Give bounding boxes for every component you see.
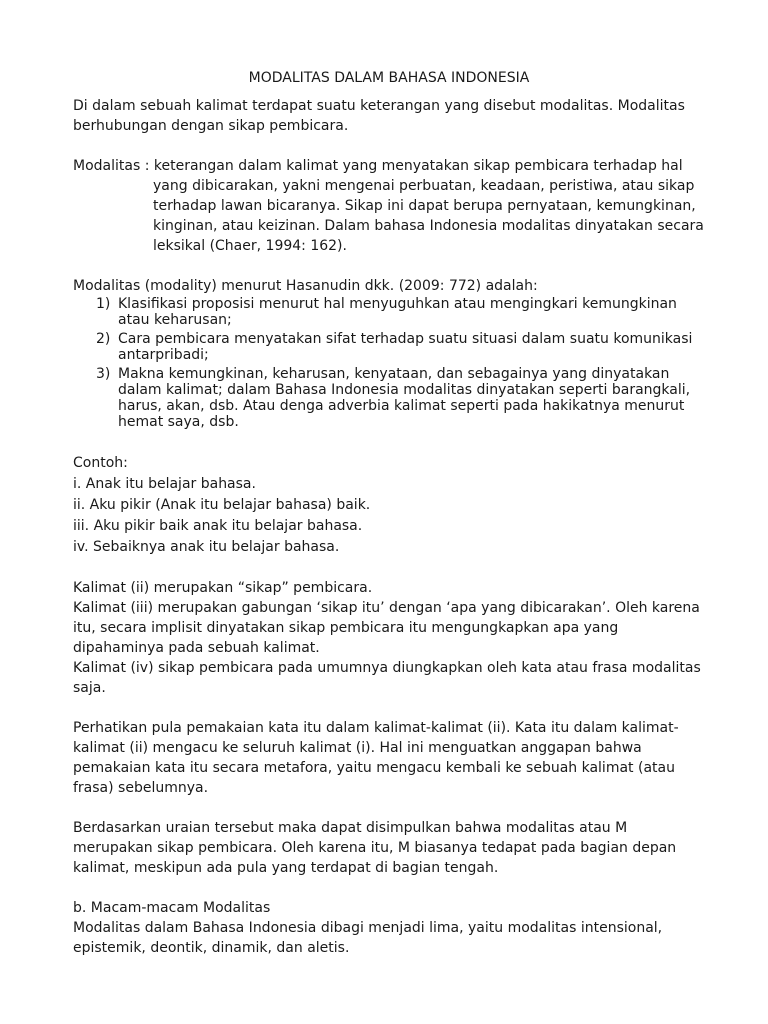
list-item <box>73 366 705 430</box>
example-sentence: iii. Aku pikir baik anak itu belajar bahasa. <box>73 518 363 534</box>
list-item-number: 2) <box>96 331 111 347</box>
analysis-paragraph: Kalimat (iv) sikap pembicara pada umumnya diungkapkan oleh kata atau frasa modalitas saja. <box>73 660 701 696</box>
list-item <box>73 296 705 328</box>
list-item-number: 3) <box>96 366 111 382</box>
analysis-paragraph: Kalimat (iii) merupakan gabungan ‘sikap itu’ dengan ‘apa yang dibicarakan’. Oleh karena itu, secara implisit dinyatakan sikap pembicara itu mengungkapkan apa yang dipahaminya pada sebuah kalimat. <box>73 600 700 656</box>
spacer <box>73 698 705 718</box>
list-item-text: Makna kemungkinan, keharusan, kenyataan, dan sebagainya yang dinyatakan dalam kalimat; dalam Bahasa Indonesia modalitas dinyatakan seperti barangkali, harus, akan, dsb. Atau denga adverbia kalimat seperti pada hakikatnya menurut hemat saya, dsb. <box>118 366 691 430</box>
analysis-block <box>73 578 705 698</box>
spacer <box>73 256 705 276</box>
definition-first-line <box>73 156 705 176</box>
document-page <box>73 68 705 958</box>
definition-term: Modalitas : <box>73 158 154 174</box>
spacer <box>73 878 705 898</box>
examples-block <box>73 453 705 558</box>
section-b-heading: b. Macam-macam Modalitas <box>73 900 271 916</box>
spacer <box>73 558 705 578</box>
examples-heading: Contoh: <box>73 455 128 471</box>
example-sentence: iv. Sebaiknya anak itu belajar bahasa. <box>73 539 340 555</box>
spacer <box>73 433 705 453</box>
definition-first-text: keterangan dalam kalimat yang menyatakan sikap pembicara terhadap hal <box>153 158 683 174</box>
intro-paragraph: Di dalam sebuah kalimat terdapat suatu keterangan yang disebut modalitas. Modalitas berhubungan dengan sikap pembicara. <box>73 98 685 134</box>
definition-continuation: yang dibicarakan, yakni mengenai perbuatan, keadaan, peristiwa, atau sikap terhadap lawan bicaranya. Sikap ini dapat berupa pernyataan, kemungkinan, kinginan, atau keizinan. Dalam bahasa Indonesia modalitas dinyatakan secara leksikal (Chaer, 1994: 162). <box>153 178 704 254</box>
section-b-paragraph: Modalitas dalam Bahasa Indonesia dibagi menjadi lima, yaitu modalitas intensional, epistemik, deontik, dinamik, dan aletis. <box>73 920 663 956</box>
conclusion-paragraph: Berdasarkan uraian tersebut maka dapat disimpulkan bahwa modalitas atau M merupakan sikap pembicara. Oleh karena itu, M biasanya tedapat pada bagian depan kalimat, meskipun ada pula yang terdapat di bagian tengah. <box>73 820 677 876</box>
list-item-number: 1) <box>96 296 111 312</box>
document-title: MODALITAS DALAM BAHASA INDONESIA <box>248 70 530 86</box>
list-intro: Modalitas (modality) menurut Hasanudin dkk. (2009: 772) adalah: <box>73 278 538 294</box>
example-sentence: i. Anak itu belajar bahasa. <box>73 476 256 492</box>
spacer <box>73 798 705 818</box>
spacer <box>73 136 705 156</box>
list-item-text: Cara pembicara menyatakan sifat terhadap suatu situasi dalam suatu komunikasi antarpribadi; <box>118 331 693 363</box>
definition-block <box>73 156 705 256</box>
itu-paragraph: Perhatikan pula pemakaian kata itu dalam kalimat-kalimat (ii). Kata itu dalam kalimat-kalimat (ii) mengacu ke seluruh kalimat (i). Hal ini menguatkan anggapan bahwa pemakaian kata itu secara metafora, yaitu mengacu kembali ke sebuah kalimat (atau frasa) sebelumnya. <box>73 720 679 796</box>
list-item <box>73 331 705 363</box>
analysis-paragraph: Kalimat (ii) merupakan “sikap” pembicara. <box>73 580 373 596</box>
definition-list <box>73 296 705 430</box>
list-item-text: Klasifikasi proposisi menurut hal menyuguhkan atau mengingkari kemungkinan atau keharusan; <box>118 296 677 328</box>
example-sentence: ii. Aku pikir (Anak itu belajar bahasa) baik. <box>73 497 371 513</box>
